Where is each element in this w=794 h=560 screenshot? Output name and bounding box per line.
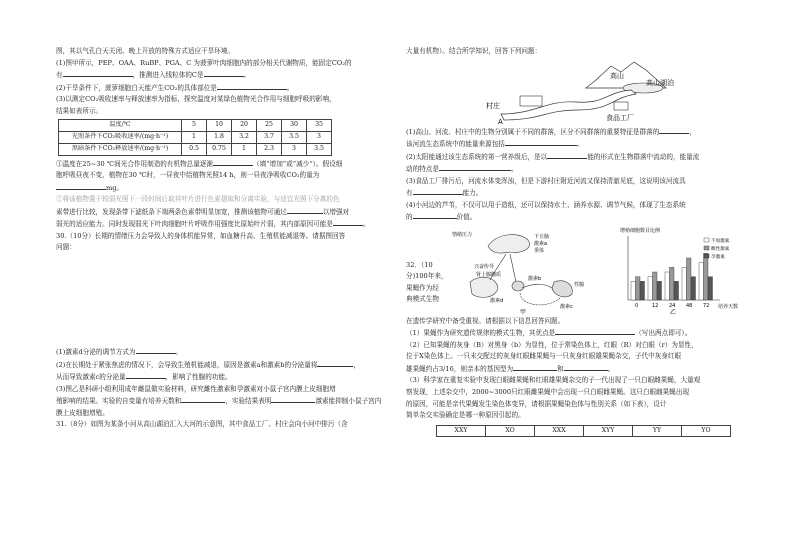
map-label: 高山 [610, 71, 624, 80]
map-label: 高山湖泊 [646, 78, 674, 87]
text-line: (2)干旱条件下，菠萝细胞白天能产生CO₂的具体部位是 。 [56, 83, 294, 92]
legend-swatch [704, 238, 709, 242]
table-cell: XO [486, 425, 535, 437]
text-line: 殖影响的结果。实验的自变量有培养天数和 ，实验结果表明 激素能抑制小鼠子宫内 [56, 397, 382, 406]
right-column [406, 0, 746, 560]
fig-label: 肾上腺髓质 [476, 271, 502, 278]
bar [657, 281, 662, 300]
bar [704, 253, 709, 300]
bar [640, 281, 645, 300]
text-line: 雄果蝇约占3/16，则亲本的基因型为 和 。 [406, 364, 615, 373]
table-header: 30 [282, 120, 307, 132]
table-cell: 1 [182, 132, 207, 144]
legend-swatch [704, 246, 709, 250]
fig-label: 乙 [670, 308, 677, 316]
text-line: 分)100年来， [406, 272, 448, 281]
table-cell: 3.5 [282, 132, 307, 144]
bar [665, 272, 670, 300]
table-cell: 3.7 [257, 132, 282, 144]
text-line: 素带进行比较，发现条带下滤纸条下端两条色素带明显加宽，推测该植物可通过 以增强对 [56, 207, 350, 216]
table-cell: 1.8 [207, 132, 232, 144]
bar [682, 267, 687, 300]
x-tick-label: 12 [652, 302, 659, 309]
bar [687, 258, 692, 300]
text-line: (2)太阳能通过该生态系统的第一营养级后，是以 能的形式在生物群落中流动的，能量流 [406, 152, 700, 161]
table-cell: 0.5 [182, 143, 207, 155]
text-line: 问题： [56, 243, 76, 252]
river-map-figure [406, 58, 746, 126]
text-line: 在遗传学研究中备受重视。请根据以下信息回答问题。 [406, 316, 565, 325]
bar [631, 281, 636, 300]
text-line: 有 ，推测进入线粒体的C是 。 [56, 71, 251, 80]
map-label: A [498, 117, 503, 126]
text-line: 弱光的适应能力。同时发现弱光下叶肉细胞叶片呼吸作用强度比原始叶片弱，其内部原因可能是 。 [56, 220, 370, 229]
x-tick-label: 72 [703, 302, 710, 309]
x-tick-label: 48 [686, 302, 693, 309]
text-line: 察发现，上述杂交中，2000~3000只红眼雌果蝇中会出现一只白眼雌果蝇。这只白眼雌果蝇出现 [406, 387, 690, 396]
table-header: 25 [257, 120, 282, 132]
text-line: 30.（10分）长期的情绪压力会导致人的身体机能异常，如血糖升高、生殖机能减退等。请据图回答 [56, 231, 346, 240]
bar [648, 276, 653, 299]
map-label: 村庄 [486, 101, 500, 110]
text-line: (4)小河边的芦苇，不仅可以用于造纸，还可以保持水土、涵养水源、调节气候，体现了生态系统 [406, 200, 686, 209]
legend-label: 孕激素 [711, 254, 725, 260]
text-line: (1)图甲所示，PEP、OAA、RuBP、PGA、C 为菠萝叶肉细胞内的部分相关代谢物质，能固定CO₂的 [56, 58, 352, 67]
text-line: 有 能力。 [406, 189, 483, 198]
fig-label: 垂体 [534, 247, 545, 254]
sex-chromosome-table [436, 425, 731, 438]
text-line: 图，其以气孔白天关闭、晚上开放的特殊方式适应干旱环境。 [56, 47, 235, 55]
bar [653, 272, 658, 300]
hormone-diagram [450, 224, 600, 316]
text-line: 果蝇作为经 [406, 283, 439, 292]
text-line: (2)在长期处于紧张焦虑的情况下，会导致生殖机能减退，原因是激素a和激素b的分泌量将 ， [56, 360, 361, 369]
table-cell: XXY [437, 425, 486, 437]
fig-label: 下丘脑 [534, 233, 550, 240]
text-line: 31.（8分）如图为某条小河从高山湖泊汇入大河的示意图，其中食品工厂、村庄会向小河中排污（含 [56, 420, 348, 429]
text-line: mg。 [56, 182, 392, 195]
text-line: (1)激素d分泌的调节方式为 。 [56, 347, 183, 356]
pituitary-shape [512, 281, 524, 291]
table-header: 温度/℃ [59, 120, 182, 132]
x-tick-label: 0 [635, 302, 639, 309]
hypothalamus-shape [488, 234, 530, 253]
text-line: 的 价值。 [406, 213, 477, 222]
gonad-shape [552, 281, 572, 297]
text-line: 膜上皮细胞增殖。 [56, 408, 109, 417]
legend-label: 雌性激素 [711, 246, 730, 252]
bar [691, 276, 696, 299]
adrenal-shape [470, 277, 498, 297]
bar [699, 262, 704, 299]
fig-label: 兴奋传导 [474, 263, 495, 270]
bar [708, 276, 713, 299]
text-line: 位于X染色体上。一只未交配过的灰身红眼雌果蝇与一只灰身红眼雄果蝇杂交，子代中灰身红眼 [406, 352, 682, 361]
text-line: 胞呼吸昼夜不变，植物在30 ℃时，一昼夜中给植物光照14 h，则一昼夜净吸收CO₂的量为 [56, 171, 320, 180]
bar [674, 281, 679, 300]
table-cell: XYY [584, 425, 633, 437]
text-line: 动的特点是 。 [406, 165, 518, 174]
table-cell: 3 [282, 143, 307, 155]
table-cell: 光照条件下CO₂吸收速率/(mg·h⁻¹) [59, 132, 182, 144]
proliferation-bar-chart [612, 224, 742, 316]
text-line: (3)以测定CO₂吸收速率与释放速率为指标，探究温度对某绿色植物光合作用与细胞呼吸的影响， [56, 95, 336, 104]
table-cell: 3.2 [232, 132, 257, 144]
fig-label: 激素a [534, 240, 548, 247]
text-line: (1)高山、河流、村庄中的生物分别属于不同的群落，区分不同群落的重要特征是群落的 ， [406, 127, 696, 136]
fig-label: 激素d [490, 297, 504, 304]
bar [636, 276, 641, 299]
factory-shape [614, 102, 628, 110]
table-cell: 0.75 [207, 143, 232, 155]
fig-label: 性腺 [574, 281, 585, 288]
table-header: 20 [232, 120, 257, 132]
table-cell: XXX [535, 425, 584, 437]
table-header: 5 [182, 120, 207, 132]
table-header: 10 [207, 120, 232, 132]
fig-label: 激素b [528, 275, 542, 282]
text-line: 大量有机物）。结合所学知识，回答下列问题： [406, 47, 542, 55]
chart-title: 增殖细胞数目比例 [620, 227, 661, 234]
table-cell: 3 [307, 132, 332, 144]
left-column [56, 0, 392, 560]
table-cell: YO [682, 425, 731, 437]
text-line: （2）已知果蝇的灰身（B）对黑身（b）为显性，位于常染色体上，红眼（R）对白眼（r）为显性， [406, 340, 698, 349]
text-line: 32．（10 [406, 260, 433, 269]
table-cell: 3.5 [307, 143, 332, 155]
text-line: 的原因，可能是亲代果蝇发生染色体变异，请根据果蝇染色体与性别关系（如下表），设计 [406, 399, 667, 408]
x-tick-label: 24 [669, 302, 676, 309]
table-cell: 黑暗条件下CO₂释放速率/(mg·h⁻¹) [59, 143, 182, 155]
data-table [58, 119, 332, 156]
legend-label: 不加激素 [711, 238, 730, 244]
fig-label: 甲 [520, 308, 527, 316]
text-line: (3)图乙是科研小组利用成年雌鼠做实验材料，研究雌性激素和孕激素对小鼠子宫内膜上皮细胞增 [56, 384, 336, 393]
text-line: （3）科学家在重复实验中发现白眼雌果蝇和红眼雄果蝇杂交的子一代出现了一只白眼雌果蝇，大量观 [406, 376, 701, 385]
figure-row [406, 224, 746, 316]
table-cell: 2.3 [257, 143, 282, 155]
map-label: 食品工厂 [606, 113, 634, 122]
text-line: ②将该植物置于较弱光照下一段时间后取其叶片进行色素提取和分离实验，与适宜光照下分离的色 [56, 195, 340, 204]
table-cell: 1 [232, 143, 257, 155]
q32-intro [406, 260, 448, 306]
fig-label: 激素c [560, 303, 573, 310]
text-line: 该河流生态系统中的能量来源包括 。 [406, 140, 584, 149]
text-line: ①温度在25~30 ℃间光合作用制造的有机物总量逐渐 （填“增加”或“减少”）。假设细 [56, 159, 343, 168]
text-line: 从而导致激素c的分泌量 ，影响了性腺的功能。 [56, 373, 232, 382]
text-line: (3)食品工厂排污后，河流水体变浑浊，但是下游村庄附近河流又保持清澈见底，这说明该河流具 [406, 176, 686, 185]
text-line: 典模式生物 [406, 295, 439, 304]
text-line: 简单杂交实验确定是哪一种原因引起的。 [406, 411, 525, 420]
legend-swatch [704, 254, 709, 258]
text-line: （1）果蝇作为研究遗传规律的模式生物，其优点是 （写出两点即可）。 [406, 329, 692, 338]
table-cell: YY [633, 425, 682, 437]
bar [670, 267, 675, 300]
fig-label: 情绪压力 [452, 231, 473, 238]
table-header: 35 [307, 120, 332, 132]
x-axis-label: 培养天数 [718, 303, 739, 310]
text-line: 结果如表所示。 [56, 106, 103, 115]
village-shape [520, 96, 542, 106]
